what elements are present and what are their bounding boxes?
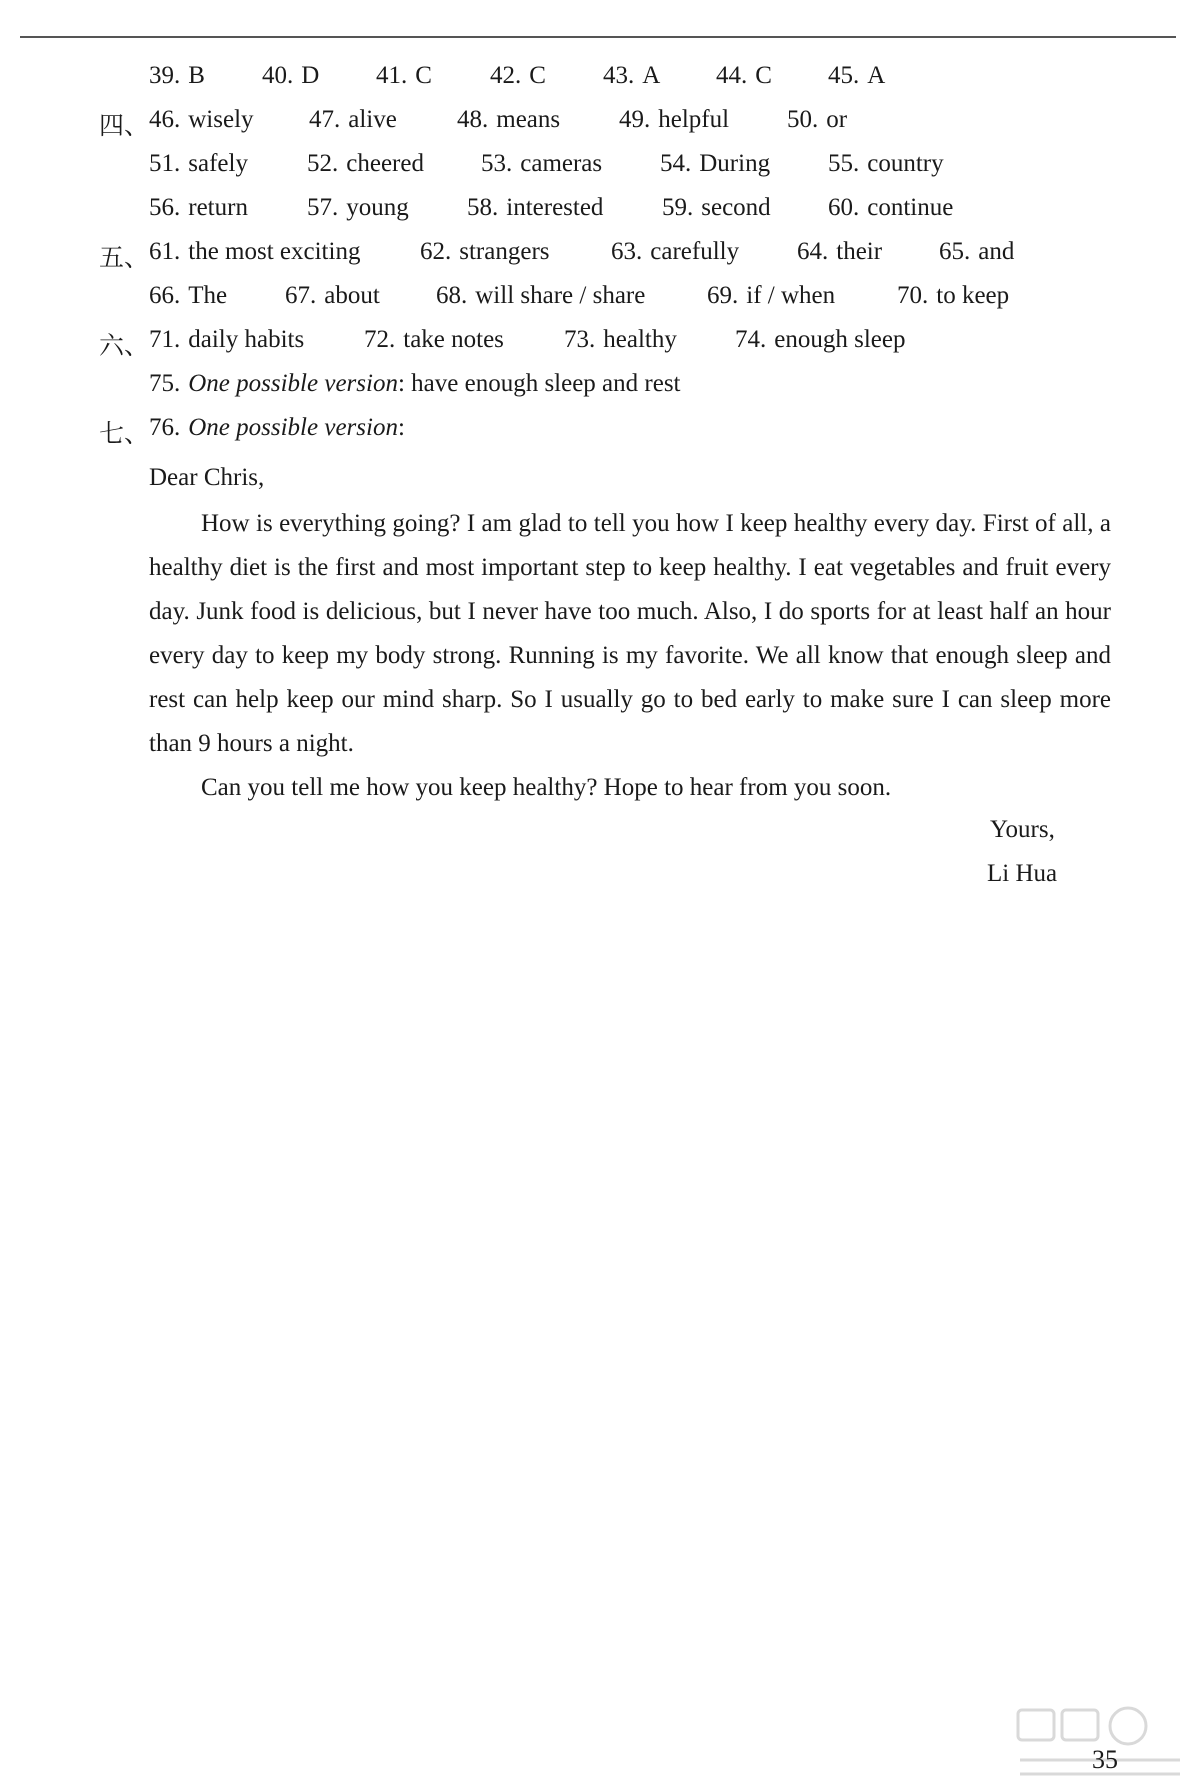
answer-item: 57. young bbox=[307, 194, 409, 221]
answer-item: 51. safely bbox=[149, 150, 248, 177]
letter-paragraph-2: Can you tell me how you keep healthy? Hope to hear from you soon. bbox=[201, 774, 892, 801]
letter-signature: Li Hua bbox=[987, 860, 1058, 887]
answer-item: 41. C bbox=[376, 62, 432, 89]
answer-item: 70. to keep bbox=[897, 282, 1010, 309]
answer-item: 43. A bbox=[603, 62, 661, 89]
header-rule bbox=[20, 36, 1176, 38]
answer-item: 68. will share / share bbox=[436, 282, 646, 309]
answer-item: 74. enough sleep bbox=[735, 326, 906, 353]
answer-item-76: 76. One possible version: bbox=[149, 414, 405, 441]
answer-item: 69. if / when bbox=[707, 282, 836, 309]
answer-item: 54. During bbox=[660, 150, 771, 177]
answer-item: 59. second bbox=[662, 194, 771, 221]
answer-item: 65. and bbox=[939, 238, 1015, 265]
answer-item: 71. daily habits bbox=[149, 326, 305, 353]
answer-item: 58. interested bbox=[467, 194, 604, 221]
answer-item: 56. return bbox=[149, 194, 248, 221]
answer-item: 62. strangers bbox=[420, 238, 550, 265]
answer-item: 46. wisely bbox=[149, 106, 254, 133]
answer-item: 61. the most exciting bbox=[149, 238, 361, 265]
answer-item: 55. country bbox=[828, 150, 944, 177]
answer-item: 47. alive bbox=[309, 106, 397, 133]
answer-item: 60. continue bbox=[828, 194, 954, 221]
section-marker: 六、 bbox=[99, 333, 150, 360]
section-marker: 五、 bbox=[99, 245, 150, 272]
letter-closing: Yours, bbox=[990, 816, 1055, 843]
answer-item-75: 75. One possible version: have enough sleep and rest bbox=[149, 370, 681, 397]
answer-item: 64. their bbox=[797, 238, 883, 265]
answer-item: 42. C bbox=[490, 62, 546, 89]
section-marker: 七、 bbox=[99, 421, 150, 448]
answer-item: 39. B bbox=[149, 62, 205, 89]
answer-item: 49. helpful bbox=[619, 106, 730, 133]
answer-item: 40. D bbox=[262, 62, 320, 89]
answer-item: 63. carefully bbox=[611, 238, 740, 265]
letter-greeting: Dear Chris, bbox=[149, 464, 265, 491]
answer-item: 45. A bbox=[828, 62, 886, 89]
answer-item: 73. healthy bbox=[564, 326, 677, 353]
answer-item: 66. The bbox=[149, 282, 228, 309]
section-marker: 四、 bbox=[99, 113, 150, 140]
answer-item: 50. or bbox=[787, 106, 848, 133]
answer-item: 72. take notes bbox=[364, 326, 504, 353]
letter-paragraph-1: How is everything going? I am glad to tell you how I keep healthy every day. First of all, a healthy diet is the first and most important step to keep healthy. I eat vegetables and fruit every day. Junk food is delicious, but I never have too much. Also, I do sports for at least half an hour every day to keep my body strong. Running is my favorite. We all know that enough sleep and rest can help keep our mind sharp. So I usually go to bed early to make sure I can sleep more than 9 hours a night. bbox=[149, 510, 1111, 757]
answer-item: 48. means bbox=[457, 106, 561, 133]
answer-item: 67. about bbox=[285, 282, 380, 309]
answer-item: 52. cheered bbox=[307, 150, 424, 177]
page-number: 35 bbox=[1092, 1745, 1118, 1774]
answer-item: 53. cameras bbox=[481, 150, 603, 177]
answer-item: 44. C bbox=[716, 62, 772, 89]
